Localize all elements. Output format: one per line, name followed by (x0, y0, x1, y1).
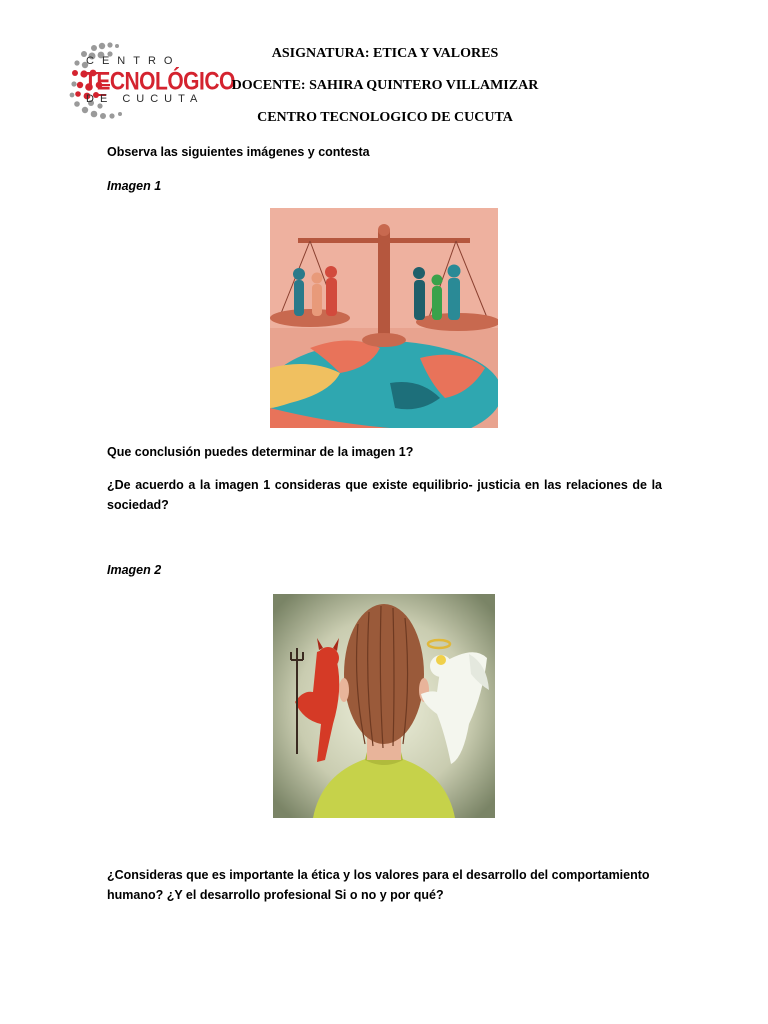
question-1: Que conclusión puedes determinar de la imagen 1? (107, 445, 414, 459)
instruction-text: Observa las siguientes imágenes y contesta (107, 145, 370, 159)
header-subject: ASIGNATURA: ETICA Y VALORES (271, 46, 499, 61)
question-2: ¿De acuerdo a la imagen 1 consideras que existe equilibrio- justicia en las relaciones de la sociedad? (107, 478, 662, 512)
header-teacher: DOCENTE: SAHIRA QUINTERO VILLAMIZAR (231, 78, 539, 93)
logo-line-3: DE CUCUTA (86, 93, 204, 105)
header-institution: CENTRO TECNOLOGICO DE CUCUTA (257, 110, 513, 125)
image-2-label: Imagen 2 (107, 563, 162, 577)
image-2-devil-angel (273, 594, 495, 818)
logo-line-2: TECNOLÓGICO (84, 68, 235, 96)
logo-line-1: CENTRO (86, 55, 181, 67)
image-1-label: Imagen 1 (107, 179, 162, 193)
image-1-justice-scale (270, 208, 498, 428)
question-3: ¿Consideras que es importante la ética y los valores para el desarrollo del comportamiento humano? ¿Y el desarrollo profesional Si o no y por qué? (107, 868, 650, 902)
